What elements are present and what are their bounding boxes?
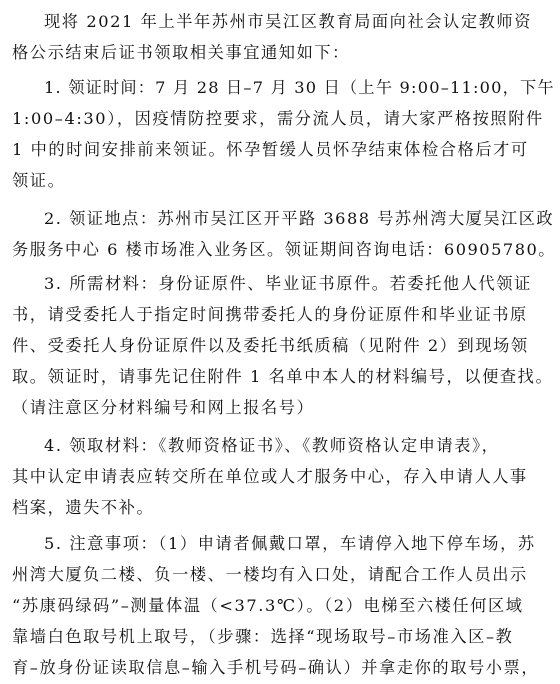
text-line: 取。领证时，请事先记住附件 1 名单中本人的材料编号，以便查找。 [12,367,554,386]
text-line: 1. 领证时间：7 月 28 日–7 月 30 日（上午 9:00–11:00，下午 [44,78,555,97]
text-line: （请注意区分材料编号和网上报名号） [12,398,315,417]
text-line: 档案，遗失不补。 [12,498,155,517]
text-line: 育–放身份证读取信息–输入手机号码–确认）并拿走你的取号小票， [12,658,540,677]
text-line: 1 中的时间安排前来领证。怀孕暂缓人员怀孕结束体检合格后才可 [12,140,529,159]
text-line: 州湾大厦负二楼、负一楼、一楼均有入口处，请配合工作人员出示 [12,565,528,584]
text-line: 5. 注意事项：（1）申请者佩戴口罩，车请停入地下停车场，苏 [44,534,536,553]
text-line: 1:00–4:30），因疫情防控要求，需分流人员，请大家严格按照附件 [12,109,544,128]
text-line: 2. 领证地点：苏州市吴江区开平路 3688 号苏州湾大厦吴江区政 [44,209,555,228]
text-line: 件、受委托人身份证原件以及委托书纸质稿（见附件 2）到现场领 [12,336,529,355]
text-line: 靠墙白色取号机上取号，（步骤：选择“现场取号–市场准入区–教 [12,627,514,646]
text-line: 书，请受委托人于指定时间携带委托人的身份证原件和毕业证书原 [12,305,528,324]
text-line: 格公示结束后证书领取相关事宜通知如下： [12,43,350,62]
text-line: “苏康码绿码”–测量体温（<37.3℃）。（2）电梯至六楼任何区域 [12,596,524,615]
text-line: 其中认定申请表应转交所在单位或人才服务中心，存入申请人人事 [12,467,528,486]
text-line: 4. 领取材料：《教师资格证书》、《教师资格认定申请表》， [44,436,500,455]
text-line: 领证。 [12,171,66,190]
text-line: 现将 2021 年上半年苏州市吴江区教育局面向社会认定教师资 [44,12,532,31]
text-line: 3. 所需材料：身份证原件、毕业证书原件。若委托他人代领证 [44,274,532,293]
text-line: 务服务中心 6 楼市场准入业务区。领证期间咨询电话：60905780。 [12,240,556,259]
